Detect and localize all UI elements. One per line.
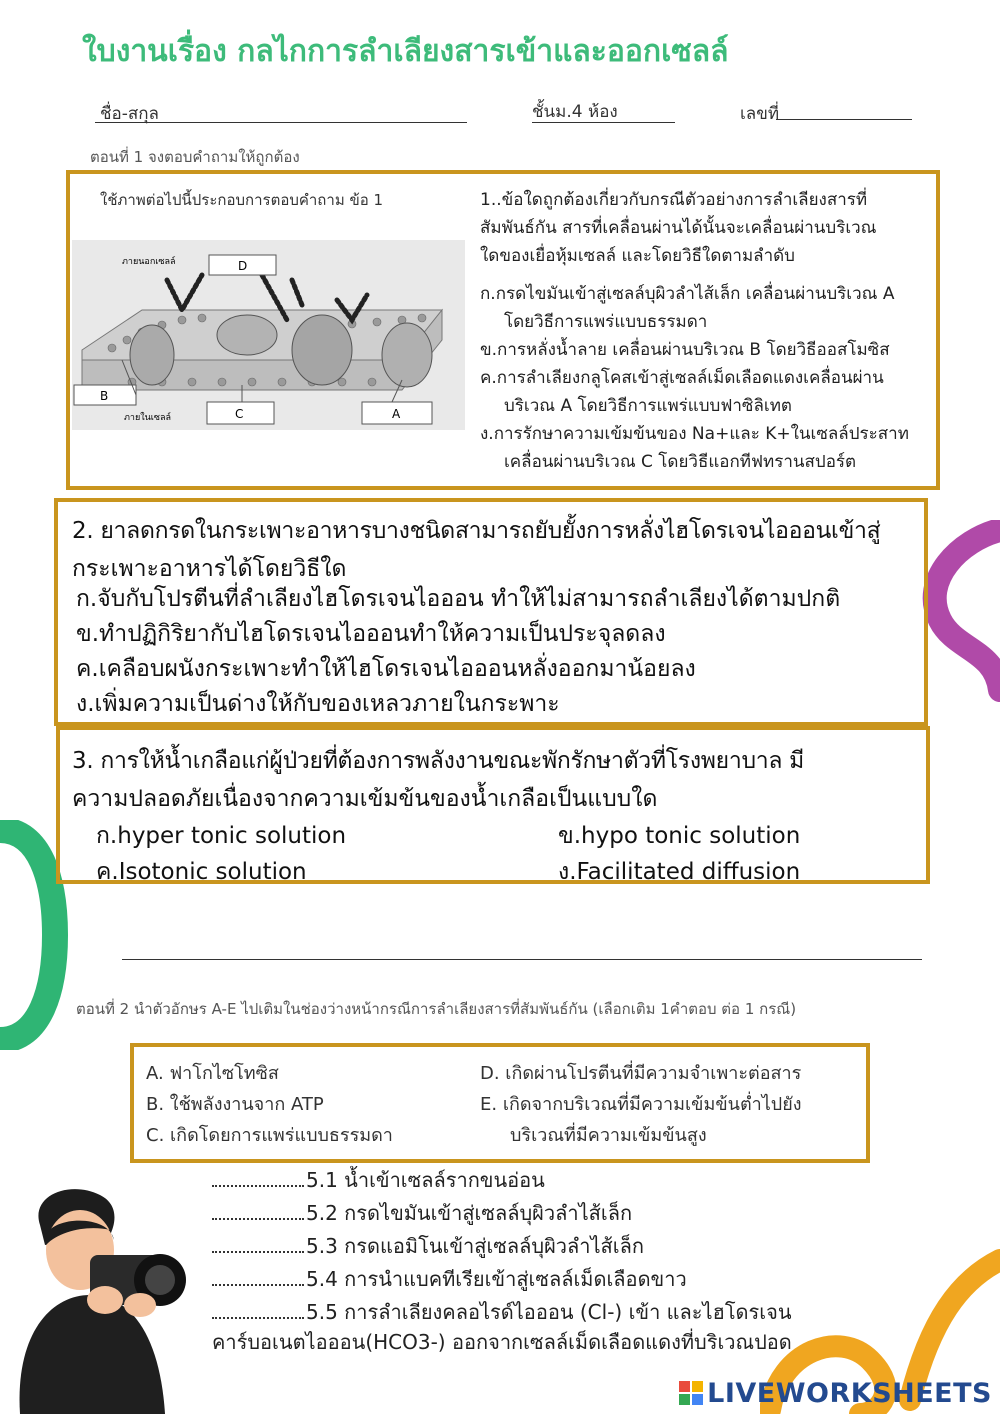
question-2-line: กระเพาะอาหารได้โดยวิธีใด <box>72 556 347 582</box>
question-1-line: ใดของเยื่อหุ้มเซลล์ และโดยวิธีใดตามลำดับ <box>480 246 795 266</box>
question-2-option-c[interactable]: ค.เคลือบผนังกระเพาะทำให้ไฮโดรเจนไอออนหลั่งออกมาน้อยลง <box>76 656 696 682</box>
question-1-option-a[interactable]: ก.กรดไขมันเข้าสู่เซลล์บุผิวลำไส้เล็ก เคลื่อนผ่านบริเวณ A <box>480 284 895 304</box>
choice-a: A. ฟาโกไซโทซิส <box>146 1063 279 1084</box>
liveworksheets-logo-icon <box>679 1381 703 1405</box>
question-1-option-c[interactable]: ค.การลำเลียงกลูโคสเข้าสู่เซลล์เม็ดเลือดแดงเคลื่อนผ่าน <box>480 368 884 388</box>
question-1-option-a-cont: โดยวิธีการแพร่แบบธรรมดา <box>504 312 708 332</box>
question-3-text <box>72 742 932 818</box>
question-3-line: ความปลอดภัยเนื่องจากความเข้มข้นของน้ำเกลือเป็นแบบใด <box>72 786 658 812</box>
question-3-option-d[interactable]: ง.Facilitated diffusion <box>558 859 801 885</box>
class-field[interactable] <box>532 122 675 123</box>
question-3-line: 3. การให้น้ำเกลือแก่ผู้ป่วยที่ต้องการพลังงานขณะพักรักษาตัวที่โรงพยาบาล มี <box>72 748 805 774</box>
question-2-line: 2. ยาลดกรดในกระเพาะอาหารบางชนิดสามารถยับยั้งการหลั่งไฮโดรเจนไอออนเข้าสู่ <box>72 518 881 544</box>
choice-e: E. เกิดจากบริเวณที่มีความเข้มข้นต่ำไปยัง <box>480 1094 802 1115</box>
question-3-option-c[interactable]: ค.Isotonic solution <box>96 859 307 885</box>
diagram-label-a: A <box>392 407 401 421</box>
question-1-option-d-cont: เคลื่อนผ่านบริเวณ C โดยวิธีแอกทีฟทรานสปอร์ต <box>504 452 857 472</box>
number-label: เลขที่ <box>740 104 780 124</box>
choices-right <box>480 1058 802 1151</box>
fill-in-item: 5.4 การนำแบคทีเรียเข้าสู่เซลล์เม็ดเลือดขาว <box>212 1263 792 1296</box>
choice-b: B. ใช้พลังงานจาก ATP <box>146 1094 324 1115</box>
name-field[interactable] <box>95 122 467 123</box>
membrane-illustration <box>72 240 465 430</box>
question-2-option-a[interactable]: ก.จับกับโปรตีนที่ลำเลียงไฮโดรเจนไอออน ทำให้ไม่สามารถลำเลียงได้ตามปกติ <box>76 586 841 612</box>
question-1-option-b[interactable]: ข.การหลั่งน้ำลาย เคลื่อนผ่านบริเวณ B โดยวิธีออสโมซิส <box>480 340 890 360</box>
fill-in-item: 5.2 กรดไขมันเข้าสู่เซลล์บุผิวลำไส้เล็ก <box>212 1197 792 1230</box>
fill-in-item: 5.3 กรดแอมิโนเข้าสู่เซลล์บุผิวลำไส้เล็ก <box>212 1230 792 1263</box>
liveworksheets-brand[interactable] <box>679 1378 992 1409</box>
class-label: ชั้นม.4 ห้อง <box>532 102 618 122</box>
question-1-option-d[interactable]: ง.การรักษาความเข้มข้นของ Na+และ K+ในเซลล์ประสาท <box>480 424 909 444</box>
worksheet-title: ใบงานเรื่อง กลไกการลำเลียงสารเข้าและออกเซลล์ <box>82 34 729 69</box>
answer-blank[interactable] <box>212 1237 304 1253</box>
part1-instruction: ตอนที่ 1 จงตอบคำถามให้ถูกต้อง <box>90 148 300 166</box>
question-3-option-a[interactable]: ก.hyper tonic solution <box>96 823 347 849</box>
question-1-option-c-cont: บริเวณ A โดยวิธีการแพร่แบบฟาซิลิเทต <box>504 396 792 416</box>
question-2-option-d[interactable]: ง.เพิ่มความเป็นด่างให้กับของเหลวภายในกระพาะ <box>76 691 560 717</box>
answer-blank[interactable] <box>212 1270 304 1286</box>
question-1-line: สัมพันธ์กัน สารที่เคลื่อนผ่านได้นั้นจะเคลื่อนผ่านบริเวณ <box>480 218 877 238</box>
question-2-options <box>76 582 840 722</box>
choice-c: C. เกิดโดยการแพร่แบบธรรมดา <box>146 1125 393 1146</box>
cell-membrane-diagram <box>72 240 465 430</box>
photographer-illustration <box>0 1185 215 1414</box>
diagram-label-c: C <box>235 407 244 421</box>
image-caption: ใช้ภาพต่อไปนี้ประกอบการตอบคำถาม ข้อ 1 <box>100 191 384 209</box>
question-1-text <box>480 186 935 476</box>
fill-in-item-5-cont: คาร์บอเนตไอออน(HCO3-) ออกจากเซลล์เม็ดเลือดแดงที่บริเวณปอด <box>212 1330 792 1354</box>
question-2-option-b[interactable]: ข.ทำปฏิกิริยากับไฮโดรเจนไอออนทำให้ความเป็นประจุลดลง <box>76 621 666 647</box>
choice-e-cont: บริเวณที่มีความเข้มข้นสูง <box>510 1125 707 1146</box>
question-1-line: 1..ข้อใดถูกต้องเกี่ยวกับกรณีตัวอย่างการลำเลียงสารที่ <box>480 190 868 210</box>
brand-text: LIVEWORKSHEETS <box>707 1378 992 1409</box>
diagram-label-b: B <box>100 389 109 403</box>
outside-cell-label: ภายนอกเซลล์ <box>122 257 176 267</box>
answer-blank[interactable] <box>212 1303 304 1319</box>
fill-in-item: 5.5 การลำเลียงคลอไรด์ไอออน (Cl-) เข้า และไฮโดรเจน <box>212 1296 792 1329</box>
fill-in-item: 5.1 น้ำเข้าเซลล์รากขนอ่อน <box>212 1164 792 1197</box>
number-field[interactable] <box>776 119 912 120</box>
part2-instruction: ตอนที่ 2 นำตัวอักษร A-E ไปเติมในช่องว่างหน้ากรณีการลำเลียงสารที่สัมพันธ์กัน (เลือกเติม 1คำตอบ ต่อ 1 กรณี) <box>76 1000 797 1018</box>
section-divider <box>122 959 922 960</box>
diagram-label-d: D <box>238 259 248 273</box>
answer-blank[interactable] <box>212 1204 304 1220</box>
question-3-option-b[interactable]: ข.hypo tonic solution <box>558 823 801 849</box>
name-label: ชื่อ-สกุล <box>100 104 159 124</box>
fill-in-list <box>212 1164 792 1329</box>
inside-cell-label: ภายในเซลล์ <box>124 413 172 423</box>
question-2-text <box>72 512 922 588</box>
choice-d: D. เกิดผ่านโปรตีนที่มีความจำเพาะต่อสาร <box>480 1063 802 1084</box>
answer-blank[interactable] <box>212 1171 304 1187</box>
choices-left <box>146 1058 393 1151</box>
